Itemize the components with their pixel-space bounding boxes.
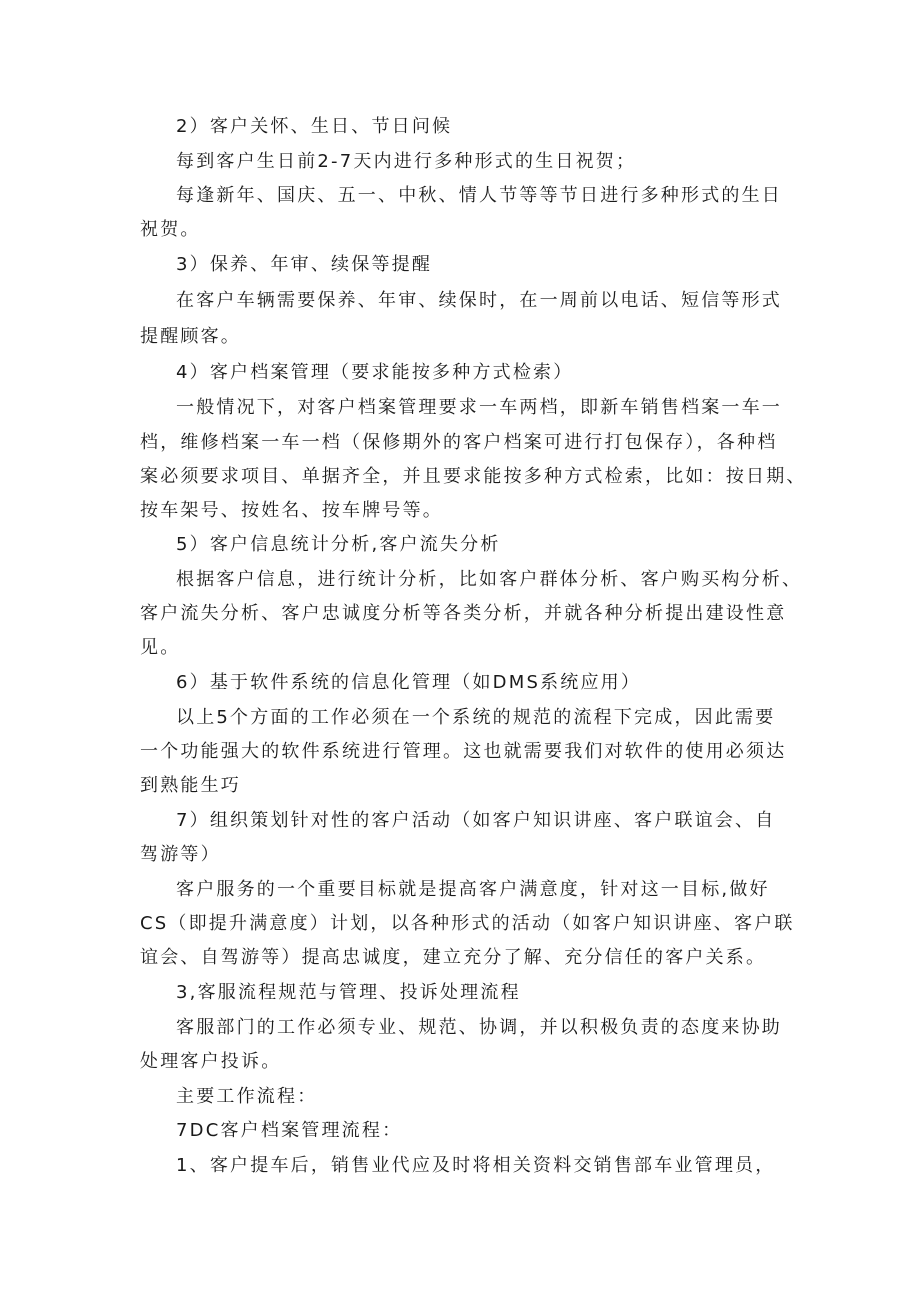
paragraph-line: 一个功能强大的软件系统进行管理。这也就需要我们对软件的使用必须达 [140, 741, 787, 762]
paragraph-line: 处理客户投诉。 [140, 1051, 282, 1072]
paragraph-line: 每逢新年、国庆、五一、中秋、情人节等等节日进行多种形式的生日 [176, 185, 782, 206]
section-heading-archive-management: 4）客户档案管理（要求能按多种方式检索） [176, 362, 574, 383]
paragraph-line: CS（即提升满意度）计划，以各种形式的活动（如客户知识讲座、客户联 [140, 913, 795, 934]
paragraph-line: 见。 [140, 637, 181, 658]
paragraph-line: 在客户车辆需要保养、年审、续保时，在一周前以电话、短信等形式 [176, 290, 782, 311]
paragraph-line: 根据客户信息，进行统计分析，比如客户群体分析、客户购买构分析、 [176, 569, 803, 590]
paragraph-line: 驾游等） [140, 844, 221, 865]
paragraph-line: 每到客户生日前2-7天内进行多种形式的生日祝贺； [176, 151, 637, 172]
paragraph-line: 按车架号、按姓名、按车牌号等。 [140, 500, 443, 521]
paragraph-line: 提醒顾客。 [140, 326, 241, 347]
section-heading-statistics: 5）客户信息统计分析,客户流失分析 [176, 534, 501, 555]
paragraph-line: 客户服务的一个重要目标就是提高客户满意度，针对这一目标,做好 [176, 879, 770, 900]
section-heading-software-system: 6）基于软件系统的信息化管理（如DMS系统应用） [176, 672, 642, 693]
section-heading-customer-care: 2）客户关怀、生日、节日问候 [176, 116, 453, 137]
paragraph-line: 谊会、自驾游等）提高忠诚度，建立充分了解、充分信任的客户关系。 [140, 947, 767, 968]
section-heading-service-process: 3,客服流程规范与管理、投诉处理流程 [176, 982, 521, 1003]
section-heading-maintenance-reminder: 3）保养、年审、续保等提醒 [176, 254, 433, 275]
paragraph-line: 客服部门的工作必须专业、规范、协调，并以积极负责的态度来协助 [176, 1017, 782, 1038]
paragraph-line: 到熟能生巧 [140, 775, 241, 796]
paragraph-line: 客户流失分析、客户忠诚度分析等各类分析，并就各种分析提出建设性意 [140, 603, 787, 624]
paragraph-line: 1、客户提车后，销售业代应及时将相关资料交销售部车业管理员， [176, 1155, 776, 1176]
paragraph-line: 案必须要求项目、单据齐全，并且要求能按多种方式检索，比如：按日期、 [140, 466, 807, 487]
paragraph-line: 档，维修档案一车一档（保修期外的客户档案可进行打包保存），各种档 [140, 432, 778, 453]
paragraph-line: 祝贺。 [140, 219, 201, 240]
paragraph-line: 一般情况下，对客户档案管理要求一车两档，即新车销售档案一车一 [176, 397, 782, 418]
section-heading-customer-activities: 7）组织策划针对性的客户活动（如客户知识讲座、客户联谊会、自 [176, 810, 776, 831]
section-heading-archive-workflow: 7DC客户档案管理流程： [176, 1120, 403, 1141]
paragraph-line: 以上5个方面的工作必须在一个系统的规范的流程下完成，因此需要 [176, 707, 776, 728]
section-heading-main-workflow: 主要工作流程： [176, 1086, 318, 1107]
